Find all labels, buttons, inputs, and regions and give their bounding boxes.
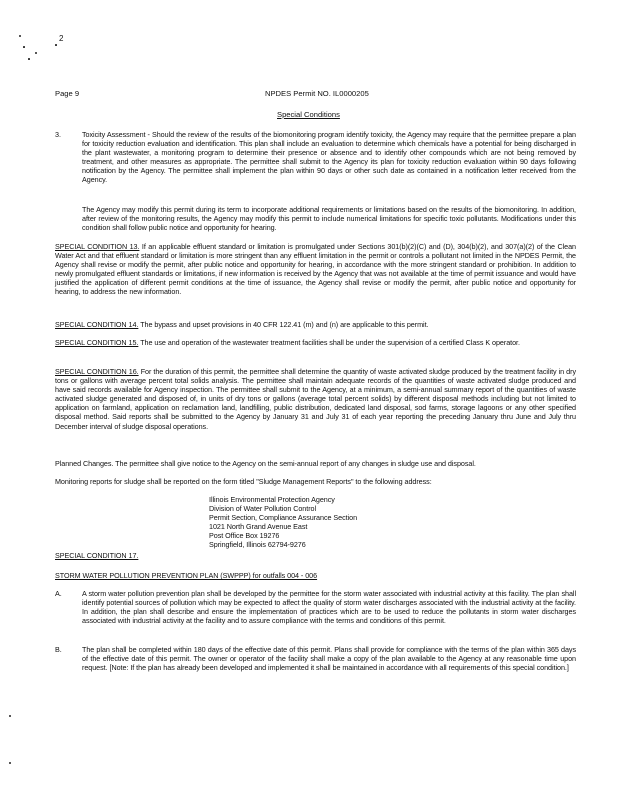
page-number: Page 9 xyxy=(55,89,80,98)
address-line: Permit Section, Compliance Assurance Section xyxy=(209,513,358,523)
special-condition-15 xyxy=(55,338,576,347)
sc15-text: The use and operation of the wastewater treatment facilities shall be under the supervision of a certified Class K operator. xyxy=(140,338,520,347)
swppp-heading: STORM WATER POLLUTION PREVENTION PLAN (SWPPP) for outfalls 004 - 006 xyxy=(55,571,318,580)
agency-address xyxy=(209,495,357,550)
corner-mark: 2 xyxy=(59,34,64,43)
address-line: Post Office Box 19276 xyxy=(209,531,280,541)
monitoring-reports: Monitoring reports for sludge shall be reported on the form titled "Sludge Management Reports" to the following address: xyxy=(55,477,432,486)
sc13-text: If an applicable effluent standard or limitation is promulgated under Sections 301(b)(2)(C) and (D), 304(b)(2), and 307(a)(2) of the Clean Water Act and that effluent standard or limitation is more stringent than any effluent limitation in the permit or controls a pollutant not limited in the NPDES Permit, the Agency shall revise or modify the permit, after public notice and opportunity for hearing, in accordance with the more stringent standard or prohibition. In addition to newly promulgated effluent standards or limitations, if new information is received by the Agency that was not available at the time of permit issuance and would have justified the application of different permit conditions at the time of issuance, the Agency shall revise or modify the permit, after public notice and opportunity for hearing, to address the new information. xyxy=(55,242,577,297)
permit-number: NPDES Permit NO. IL0000205 xyxy=(265,89,369,98)
address-line: Division of Water Pollution Control xyxy=(209,504,317,514)
address-line: 1021 North Grand Avenue East xyxy=(209,522,308,532)
sc14-text: The bypass and upset provisions in 40 CFR 122.41 (m) and (n) are applicable to this permit. xyxy=(140,320,429,329)
sc16-text: For the duration of this permit, the permittee shall determine the quantity of waste activated sludge produced by the treatment facility in dry tons or gallons with average percent total solids analysis. The permittee shall maintain adequate records of the quantities of waste activated sludge produced and have said records available for Agency inspection. The permittee shall submit to the Agency, at a minimum, a semi-annual summary report of the quantities of waste activated sludge generated and disposed of, in units of dry tons or gallons (average total percent solids) by different disposal methods including but not limited to application on farmland, application on reclamation land, landfilling, public distribution, dedicated land disposal, sod farms, storage lagoons or any other specified disposal method. Said reports shall be submitted to the Agency by January 31 and July 31 of each year reporting the preceding January thru June and July thru December interval of sludge disposal operations. xyxy=(55,367,577,431)
sc13-label: SPECIAL CONDITION 13. xyxy=(55,242,140,251)
toxicity-assessment-paragraph: Toxicity Assessment - Should the review of the results of the biomonitoring program identify toxicity, the Agency may require that the permittee prepare a plan for toxicity reduction evaluation and identification. This plan shall include an evaluation to determine which chemicals have a potential for being discharged in the plant wastewater, a monitoring program to determine their presence or absence and to identify other compounds which are not being removed by treatment, and other measures as appropriate. The permittee shall submit to the Agency its plan for toxicity reduction evaluation within 90 days following notification by the Agency. The permittee shall implement the plan within 90 days or other such date as contained in a notification letter received from the Agency. xyxy=(82,130,576,185)
special-condition-16 xyxy=(55,367,576,431)
item-3-number: 3. xyxy=(55,130,61,139)
planned-changes: Planned Changes. The permittee shall give notice to the Agency on the semi-annual report of any changes in sludge use and disposal. xyxy=(55,459,476,468)
item-b-letter: B. xyxy=(55,645,62,654)
agency-modify-paragraph: The Agency may modify this permit during its term to incorporate additional requirements or limitations based on the results of the biomonitoring. In addition, after review of the monitoring results, the Agency may modify this permit to include numerical limitations for specific toxic pollutants. Modifications under this condition shall follow public notice and opportunity for hearing. xyxy=(82,205,576,233)
sc14-label: SPECIAL CONDITION 14. xyxy=(55,320,139,329)
sc15-label: SPECIAL CONDITION 15. xyxy=(55,338,139,347)
sc16-label: SPECIAL CONDITION 16. xyxy=(55,367,139,376)
swppp-item-a: A storm water pollution prevention plan shall be developed by the permittee for the storm water associated with industrial activity at this facility. The plan shall identify potential sources of pollution which may be expected to affect the quality of storm water discharges associated with the industrial activity at the facility. In addition, the plan shall describe and ensure the implementation of practices which are to be used to reduce the pollutants in storm water discharges associated with industrial activity at the facility and to assure compliance with the terms and conditions of this permit. xyxy=(82,589,576,626)
swppp-item-b: The plan shall be completed within 180 days of the effective date of this permit. Plans shall provide for compliance with the terms of the plan within 365 days of the effective date of this permit. The owner or operator of the facility shall make a copy of the plan available to the Agency at any reasonable time upon request. [Note: If the plan has already been developed and implemented it shall be maintained in accordance with all requirements of this special condition.] xyxy=(82,645,576,673)
section-title: Special Conditions xyxy=(277,110,340,119)
address-line: Springfield, Illinois 62794-9276 xyxy=(209,540,306,550)
special-condition-14 xyxy=(55,320,576,329)
item-a-letter: A. xyxy=(55,589,62,598)
address-line: Illinois Environmental Protection Agency xyxy=(209,495,335,504)
sc17-label: SPECIAL CONDITION 17. xyxy=(55,551,139,560)
special-condition-13 xyxy=(55,242,576,297)
